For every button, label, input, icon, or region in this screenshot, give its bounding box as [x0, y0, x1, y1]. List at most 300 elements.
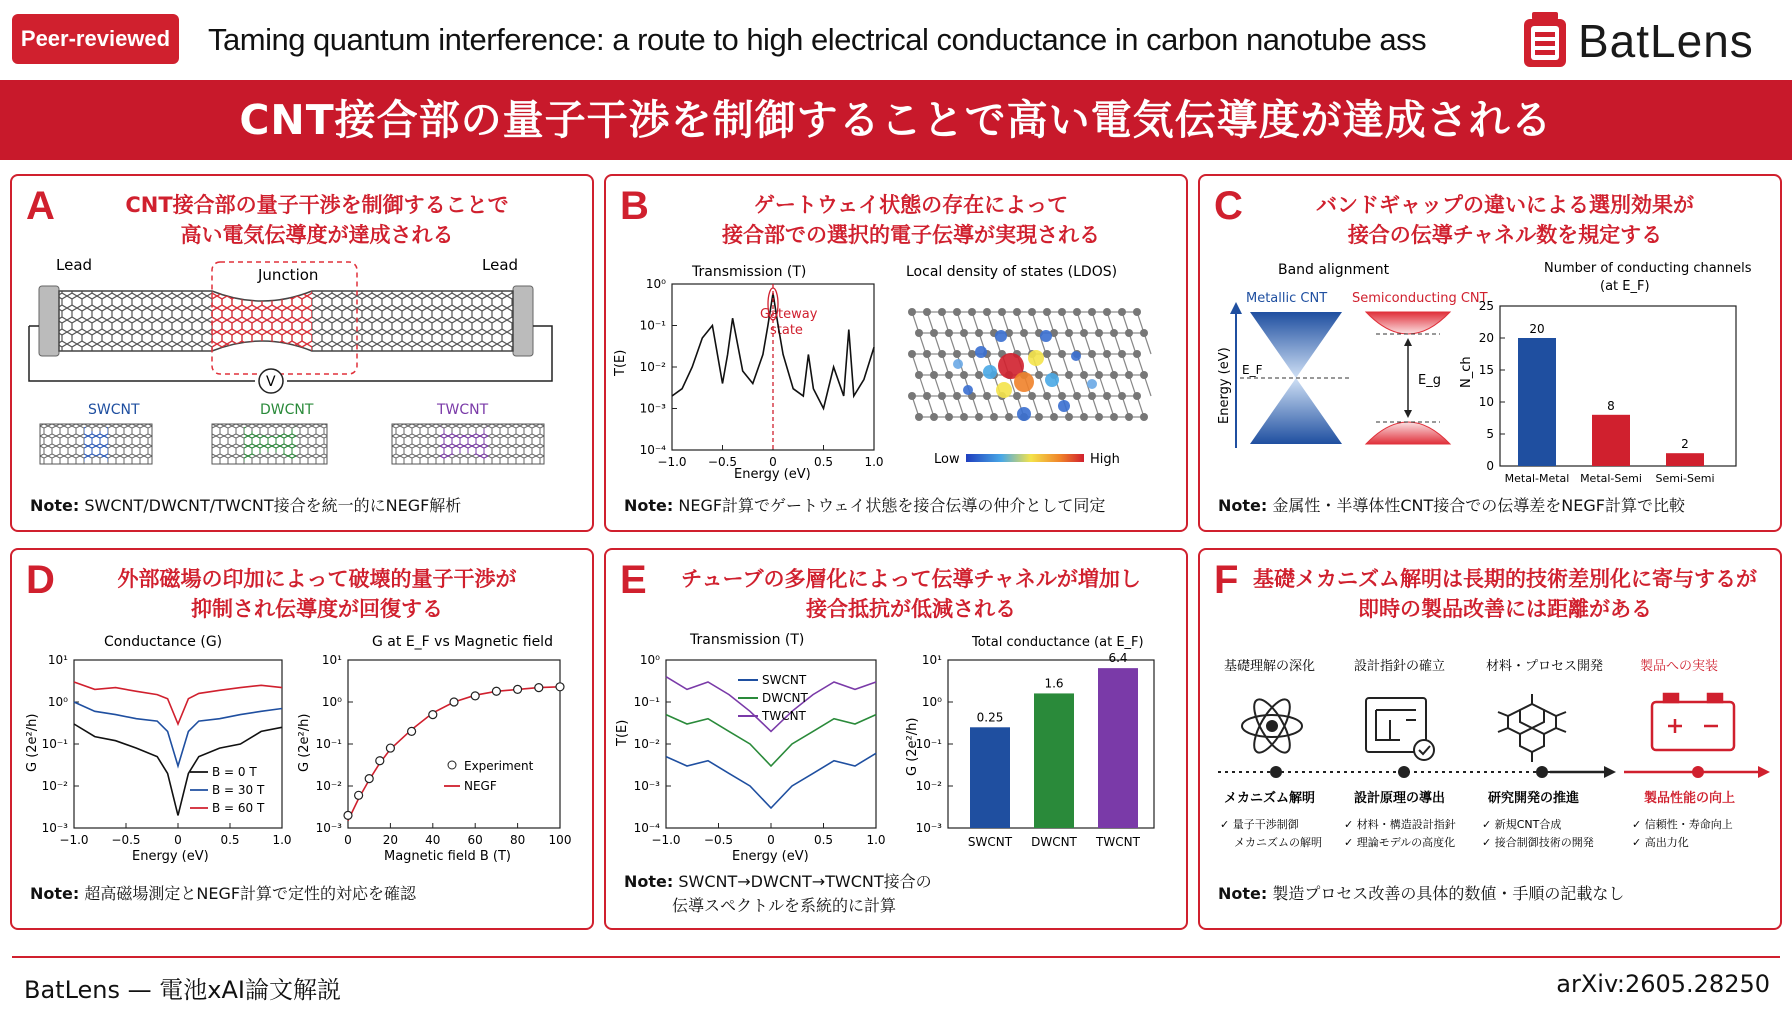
atom — [915, 413, 923, 421]
y-tick-label: 10⁻² — [315, 779, 342, 793]
right-x-axis-label: Magnetic field B (T) — [384, 849, 511, 864]
gap-label: E_g — [1418, 373, 1441, 388]
bar-category-label: TWCNT — [1096, 835, 1140, 849]
legend-label: TWCNT — [762, 709, 806, 723]
atom — [1095, 371, 1103, 379]
bar-metal-metal — [1518, 338, 1556, 466]
plot-title: Transmission (T) — [692, 264, 807, 280]
title-line-2: 即時の製品改善には距離がある — [1358, 597, 1652, 621]
series-line-0 — [666, 753, 876, 808]
plot-frame — [348, 660, 560, 828]
panel-letter: A — [26, 184, 55, 228]
atom — [1020, 329, 1028, 337]
title-line-2: 接合部での選択的電子伝導が実現される — [722, 223, 1100, 247]
left-plot-title: Conductance (G) — [104, 634, 223, 650]
atom — [1080, 371, 1088, 379]
x-axis-label: Energy (eV) — [132, 849, 209, 864]
gateway-label-1: Gateway — [760, 307, 818, 322]
y-tick-label: 10⁻¹ — [633, 695, 660, 709]
y-tick-label: 10⁻² — [633, 737, 660, 751]
milestone-4 — [1692, 766, 1704, 778]
bar-category-label: Metal-Semi — [1580, 472, 1642, 485]
atom — [1103, 392, 1111, 400]
blueprint-icon — [1366, 698, 1434, 760]
x-tick-label: −0.5 — [707, 455, 738, 469]
bar-title-1: Number of conducting channels — [1544, 261, 1752, 276]
step-2-b2: ✓ 理論モデルの高度化 — [1344, 836, 1456, 849]
step-2-bottom: 設計原理の導出 — [1354, 791, 1446, 806]
atom — [938, 308, 946, 316]
experiment-point — [492, 687, 500, 695]
atom — [1058, 392, 1066, 400]
atom — [923, 308, 931, 316]
atom — [1125, 329, 1133, 337]
band-title: Band alignment — [1278, 262, 1390, 278]
timeline-red-arrow-icon — [1758, 766, 1770, 778]
metallic-lower-cone — [1250, 378, 1342, 444]
bar-dwcnt — [1034, 693, 1074, 828]
x-tick-label: 0.5 — [813, 455, 834, 469]
note-text: 超高磁場測定とNEGF計算で定性的対応を確認 — [84, 884, 417, 903]
atom — [1095, 413, 1103, 421]
peer-reviewed-badge: Peer-reviewed — [12, 14, 179, 64]
bar-value-label: 6.4 — [1108, 651, 1128, 666]
legend-label: B = 60 T — [212, 801, 265, 815]
y-tick-label: 10⁻¹ — [639, 318, 666, 333]
atom — [1073, 308, 1081, 316]
bar-value-label: 20 — [1529, 322, 1545, 336]
battery-logo-icon — [1522, 12, 1568, 68]
legend-label: B = 30 T — [212, 783, 265, 797]
milestone-1 — [1270, 766, 1282, 778]
experiment-point — [386, 744, 394, 752]
experiment-point — [408, 727, 416, 735]
atom — [983, 392, 991, 400]
footer-divider — [12, 956, 1780, 958]
series-line-2 — [74, 682, 282, 724]
step-3-b2: ✓ 接合制御技術の開発 — [1482, 836, 1594, 849]
y-tick-label: 10⁰ — [639, 653, 660, 667]
atom — [1103, 308, 1111, 316]
atom — [1058, 308, 1066, 316]
right-plot-title: G at E_F vs Magnetic field — [372, 634, 553, 650]
junction-diagram — [12, 176, 594, 532]
atom — [923, 392, 931, 400]
experiment-point — [471, 692, 479, 700]
x-axis-label: Energy (eV) — [734, 467, 811, 482]
atom — [968, 308, 976, 316]
title-line-1: 外部磁場の印加によって破壊的量子干渉が — [117, 567, 517, 591]
y-tick-label: 10⁻³ — [315, 821, 342, 835]
brand-name: BatLens — [1578, 15, 1754, 67]
note-text-1: SWCNT→DWCNT→TWCNT接合の — [678, 872, 932, 891]
atom — [1050, 413, 1058, 421]
conduction-band — [1366, 312, 1450, 334]
experiment-point — [556, 683, 564, 691]
title-line-2: 抑制され伝導度が回復する — [191, 597, 443, 621]
y-tick-label: 10⁰ — [645, 277, 666, 291]
ldos-blob — [1071, 351, 1081, 361]
atom — [998, 308, 1006, 316]
y-tick-label: 10⁻² — [639, 360, 666, 374]
atom — [968, 350, 976, 358]
legend-label-negf: NEGF — [464, 779, 497, 793]
ldos-blob — [1040, 330, 1052, 342]
atom — [1065, 329, 1073, 337]
x-tick-label: 1.0 — [864, 455, 884, 469]
title-line-1: 基礎メカニズム解明は長期的技術差別化に寄与するが — [1253, 567, 1757, 591]
tube-label-dwcnt: DWCNT — [260, 402, 314, 418]
atom — [960, 329, 968, 337]
main-banner: CNT接合部の量子干渉を制御することで高い電気伝導度が達成される — [0, 80, 1792, 160]
atom — [1110, 329, 1118, 337]
atom — [1028, 308, 1036, 316]
panel-letter: C — [1214, 184, 1243, 228]
colorbar-high: High — [1090, 452, 1120, 467]
atom-icon — [1242, 695, 1302, 758]
atom — [975, 371, 983, 379]
atom — [930, 329, 938, 337]
y-tick-label: 10⁻¹ — [315, 737, 342, 751]
roadmap-diagram — [1200, 550, 1782, 930]
bar-value-label: 0.25 — [976, 710, 1004, 725]
atom — [930, 371, 938, 379]
step-1-bottom: メカニズム解明 — [1224, 791, 1316, 806]
ldos-blob — [1087, 379, 1097, 389]
title-line-1: チューブの多層化によって伝導チャネルが増加し — [681, 567, 1141, 591]
gateway-label-2: state — [770, 323, 803, 338]
right-y-axis-label: G (2e²/h) — [297, 713, 312, 772]
title-line-1: CNT接合部の量子干渉を制御することで — [125, 193, 509, 217]
footer-brand: BatLens — 電池xAI論文解説 — [24, 976, 341, 1004]
note: Note: 製造プロセス改善の具体的数値・手順の記載なし — [1218, 884, 1625, 903]
left-plot-title: Transmission (T) — [690, 632, 805, 648]
atom — [1043, 350, 1051, 358]
atom — [1118, 350, 1126, 358]
y-tick-label: 10⁻³ — [639, 401, 666, 416]
panel-c — [1198, 174, 1782, 532]
x-tick-label: 1.0 — [272, 833, 292, 847]
legend-label: DWCNT — [762, 691, 808, 705]
experiment-point — [344, 811, 352, 819]
x-tick-label: 100 — [548, 833, 572, 847]
step-2-b1: ✓ 材料・構造設計指針 — [1344, 818, 1456, 831]
atom — [908, 392, 916, 400]
x-tick-label: −1.0 — [651, 833, 681, 847]
brand-logo — [1518, 10, 1780, 70]
x-tick-label: 0 — [344, 833, 352, 847]
title-line-1: ゲートウェイ状態の存在によって — [753, 193, 1069, 217]
legend-label: B = 0 T — [212, 765, 257, 779]
y-tick-label: 10⁻² — [41, 779, 68, 793]
atom — [1133, 308, 1141, 316]
y-tick-label: 0 — [1486, 459, 1494, 473]
channel-bars — [1479, 299, 1736, 485]
x-tick-label: −1.0 — [59, 833, 89, 847]
bar-twcnt — [1098, 668, 1138, 828]
y-tick-label: 10¹ — [921, 653, 942, 667]
metallic-upper-cone — [1250, 312, 1342, 378]
y-axis-label: G (2e²/h) — [25, 713, 40, 772]
experiment-point — [514, 685, 522, 693]
atom — [930, 413, 938, 421]
atom — [1065, 413, 1073, 421]
bar-semi-semi — [1666, 453, 1704, 466]
dwcnt-tube-icon — [212, 424, 327, 464]
y-tick-label: 10⁻² — [915, 779, 942, 793]
right-y-axis-label: G (2e²/h) — [905, 717, 920, 776]
x-tick-label: 0 — [174, 833, 182, 847]
atom — [1103, 350, 1111, 358]
y-tick-label: 10⁰ — [921, 695, 942, 709]
bar-metal-semi — [1592, 415, 1630, 466]
note-text: SWCNT/DWCNT/TWCNT接合を統一的にNEGF解析 — [84, 496, 462, 515]
bar-y-label: N_ch — [1459, 356, 1474, 388]
y-tick-label: 10⁻¹ — [915, 737, 942, 751]
x-tick-label: −0.5 — [703, 833, 734, 847]
atom — [938, 392, 946, 400]
atom — [923, 350, 931, 358]
atom — [1133, 392, 1141, 400]
transmission-chart — [606, 176, 1188, 532]
atom — [1080, 413, 1088, 421]
arxiv-id: arXiv:2605.28250 — [1556, 970, 1770, 998]
molecule-network-icon — [1498, 694, 1566, 762]
atom — [1110, 371, 1118, 379]
bar-value-label: 8 — [1607, 398, 1615, 413]
y-tick-label: 15 — [1478, 363, 1494, 377]
panel-letter: B — [620, 184, 649, 228]
ldos-blob — [1017, 407, 1031, 421]
bar-value-label: 1.6 — [1044, 676, 1064, 691]
atom — [975, 329, 983, 337]
bar-category-label: Semi-Semi — [1655, 472, 1715, 485]
x-tick-label: 60 — [467, 833, 483, 847]
milestone-2 — [1398, 766, 1410, 778]
title-line-2: 接合抵抗が低減される — [806, 597, 1016, 621]
note-text: 金属性・半導体性CNT接合での伝導差をNEGF計算で比較 — [1272, 496, 1685, 515]
step-2-top: 設計指針の確立 — [1354, 659, 1446, 674]
y-tick-label: 20 — [1478, 331, 1494, 345]
atom — [908, 350, 916, 358]
atom — [1073, 392, 1081, 400]
atom — [1088, 308, 1096, 316]
milestone-3 — [1536, 766, 1548, 778]
atom — [915, 329, 923, 337]
junction-region — [212, 291, 312, 351]
ldos-image — [908, 308, 1151, 421]
note: Note: SWCNT/DWCNT/TWCNT接合を統一的にNEGF解析 — [30, 496, 462, 515]
atom — [1013, 392, 1021, 400]
step-4-bottom: 製品性能の向上 — [1644, 791, 1736, 806]
atom — [908, 308, 916, 316]
fermi-label: E_F — [1242, 363, 1263, 377]
note-text: NEGF計算でゲートウェイ状態を接合伝導の仲介として同定 — [678, 496, 1106, 515]
ldos-blob — [1028, 350, 1044, 366]
y-tick-label: 10⁰ — [321, 695, 342, 709]
step-4-b2: ✓ 高出力化 — [1632, 836, 1689, 849]
atom — [953, 350, 961, 358]
atom — [1140, 413, 1148, 421]
x-tick-label: −0.5 — [111, 833, 141, 847]
y-tick-label: 10⁻³ — [915, 821, 942, 835]
ldos-blob — [975, 346, 987, 358]
x-tick-label: 80 — [509, 833, 526, 847]
atom — [975, 413, 983, 421]
bar-category-label: DWCNT — [1031, 835, 1077, 849]
battery-icon — [1652, 694, 1734, 750]
panel-letter: E — [620, 558, 647, 602]
y-tick-label: 10⁻⁴ — [633, 821, 660, 835]
bar-category-label: Metal-Metal — [1504, 472, 1570, 485]
experiment-point — [365, 775, 373, 783]
note: Note: SWCNT→DWCNT→TWCNT接合の 伝導スペクトルを系統的に計算 — [624, 872, 932, 915]
ldos-blob — [1058, 400, 1070, 412]
ldos-colorbar — [966, 454, 1084, 462]
atom — [953, 308, 961, 316]
paper-title: Taming quantum interference: a route to high electrical conductance in carbon nanotube ass — [208, 22, 1427, 57]
experiment-point — [355, 791, 363, 799]
y-tick-label: 10 — [1478, 395, 1494, 409]
lead-left-label: Lead — [56, 256, 93, 274]
atom — [960, 413, 968, 421]
x-tick-label: 0 — [767, 833, 775, 847]
tube-label-swcnt: SWCNT — [88, 402, 140, 418]
title-line-2: 接合の伝導チャネル数を規定する — [1347, 223, 1663, 247]
energy-axis-label: Energy (eV) — [1217, 347, 1232, 424]
atom — [1035, 371, 1043, 379]
junction-label: Junction — [258, 266, 319, 284]
ldos-blob — [1045, 373, 1059, 387]
ldos-blob — [995, 330, 1007, 342]
ldos-blob — [1014, 372, 1034, 392]
voltmeter-label: V — [266, 374, 276, 390]
atom — [1125, 371, 1133, 379]
y-tick-label: 10¹ — [321, 653, 342, 667]
step-3-b1: ✓ 新規CNT合成 — [1482, 818, 1562, 831]
experiment-point — [535, 684, 543, 692]
title-line-1: バンドギャップの違いによる選別効果が — [1316, 193, 1694, 217]
y-tick-label: 5 — [1486, 427, 1494, 441]
panel-d — [10, 548, 594, 930]
x-tick-label: 20 — [382, 833, 399, 847]
lead-right — [513, 286, 533, 356]
atom — [945, 413, 953, 421]
atom — [1125, 413, 1133, 421]
atom — [1110, 413, 1118, 421]
valence-band — [1366, 422, 1450, 444]
bar-title-2: (at E_F) — [1600, 279, 1650, 294]
x-tick-label: 40 — [425, 833, 441, 847]
step-3-top: 材料・プロセス開発 — [1486, 659, 1604, 674]
atom — [1118, 308, 1126, 316]
ldos-title: Local density of states (LDOS) — [906, 264, 1118, 280]
band-and-channel-chart — [1200, 176, 1782, 532]
step-1-top: 基礎理解の深化 — [1224, 659, 1316, 674]
lead-left — [39, 286, 59, 356]
note-text-2: 伝導スペクトルを系統的に計算 — [672, 896, 897, 915]
atom — [1065, 371, 1073, 379]
note: Note: NEGF計算でゲートウェイ状態を接合伝導の仲介として同定 — [624, 496, 1106, 515]
y-tick-label: 25 — [1478, 299, 1494, 313]
ldos-blob — [953, 359, 963, 369]
atom — [1035, 413, 1043, 421]
note: Note: 金属性・半導体性CNT接合での伝導差をNEGF計算で比較 — [1218, 496, 1685, 515]
atom — [990, 413, 998, 421]
atom — [1058, 350, 1066, 358]
y-tick-label: 10⁻⁴ — [639, 443, 666, 457]
experiment-point — [450, 698, 458, 706]
x-tick-label: 0.5 — [813, 833, 834, 847]
swcnt-tube-icon — [40, 424, 152, 464]
y-tick-label: 10¹ — [47, 653, 68, 667]
atom — [1140, 329, 1148, 337]
atom — [945, 371, 953, 379]
atom — [960, 371, 968, 379]
ldos-blob — [983, 365, 997, 379]
y-axis-label: T(E) — [615, 719, 630, 746]
atom — [1080, 329, 1088, 337]
panel-f — [1198, 548, 1782, 930]
step-1-b2: メカニズムの解明 — [1234, 836, 1322, 849]
colorbar-low: Low — [934, 452, 960, 467]
panel-a — [10, 174, 594, 532]
x-axis-label: Energy (eV) — [732, 849, 809, 864]
panel-b — [604, 174, 1188, 532]
panel-letter: F — [1214, 558, 1239, 602]
timeline-arrow-icon — [1604, 766, 1616, 778]
y-tick-label: 10⁻¹ — [41, 737, 68, 751]
atom — [938, 350, 946, 358]
x-tick-label: 0 — [769, 455, 777, 469]
panel-e — [604, 548, 1188, 930]
twcnt-tube-icon — [392, 424, 544, 464]
note: Note: 超高磁場測定とNEGF計算で定性的対応を確認 — [30, 884, 417, 903]
semi-label: Semiconducting CNT — [1352, 291, 1488, 306]
y-tick-label: 10⁻³ — [633, 779, 660, 793]
atom — [953, 392, 961, 400]
series-line-0 — [348, 687, 560, 821]
y-axis-label: T(E) — [613, 349, 628, 376]
x-tick-label: −1.0 — [657, 455, 687, 469]
header — [0, 0, 1792, 80]
atom — [1005, 413, 1013, 421]
experiment-point — [429, 711, 437, 719]
ldos-blob — [996, 382, 1012, 398]
atom — [983, 308, 991, 316]
atom — [1088, 392, 1096, 400]
atom — [1118, 392, 1126, 400]
legend-label: SWCNT — [762, 673, 807, 687]
legend-marker-experiment — [448, 761, 456, 769]
atom — [945, 329, 953, 337]
step-3-bottom: 研究開発の推進 — [1488, 791, 1580, 806]
conductance-charts — [12, 550, 594, 930]
x-tick-label: 1.0 — [866, 833, 886, 847]
lead-right-label: Lead — [482, 256, 519, 274]
atom — [915, 371, 923, 379]
title-line-2: 高い電気伝導度が達成される — [180, 223, 454, 247]
atom — [1095, 329, 1103, 337]
atom — [1043, 392, 1051, 400]
ldos-blob — [963, 385, 973, 395]
bar-category-label: SWCNT — [967, 835, 1013, 849]
right-plot-title: Total conductance (at E_F) — [972, 635, 1144, 650]
y-tick-label: 10⁻³ — [41, 821, 68, 835]
atom — [1043, 308, 1051, 316]
tube-label-twcnt: TWCNT — [437, 402, 489, 418]
x-tick-label: 0.5 — [220, 833, 240, 847]
